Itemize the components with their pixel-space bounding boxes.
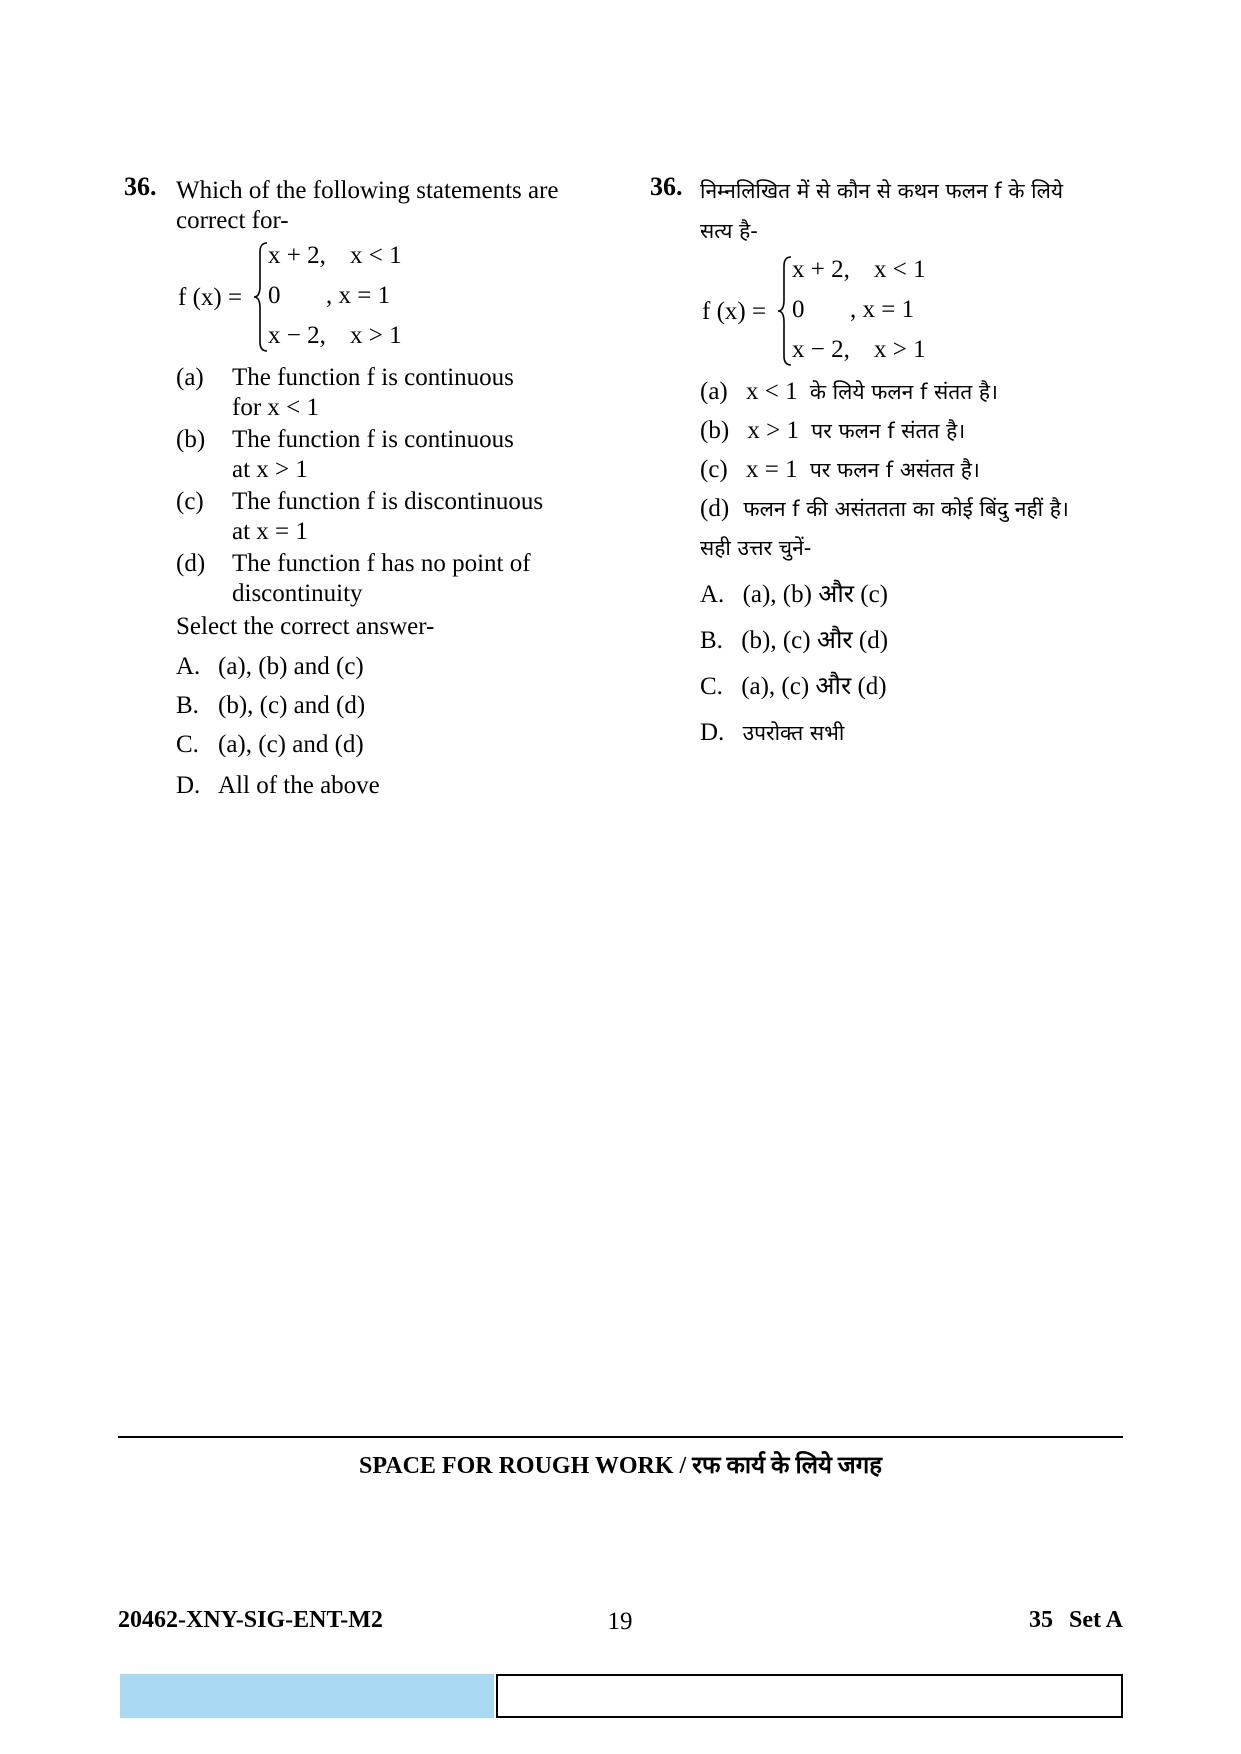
question-stem-line1: Which of the following statements are bbox=[176, 177, 559, 204]
option-label: D. bbox=[700, 719, 725, 746]
footer-box bbox=[496, 1674, 1123, 1718]
statement-hindi bbox=[700, 416, 965, 446]
case-expr: x + 2, bbox=[792, 256, 850, 283]
piecewise-formula-hindi bbox=[700, 254, 960, 374]
statement-hindi bbox=[700, 377, 998, 407]
statement-label: (c) bbox=[176, 488, 204, 515]
statement-label: (b) bbox=[700, 417, 730, 444]
statement-line: at x = 1 bbox=[232, 518, 308, 545]
option-text: (a), (b) and (c) bbox=[218, 653, 364, 680]
option-label: C. bbox=[176, 731, 199, 758]
question-stem-hindi-line1: निम्नलिखित में से कौन से कथन फलन f के लिये bbox=[700, 179, 1064, 203]
statement-text: पर फलन f असंतत है। bbox=[809, 458, 980, 482]
option-text: उपरोक्त सभी bbox=[742, 721, 845, 745]
statement-line: The function f is continuous bbox=[232, 426, 514, 453]
set-indicator bbox=[1029, 1607, 1123, 1634]
statement-line: for x < 1 bbox=[232, 394, 319, 421]
formula-case-2 bbox=[268, 282, 391, 310]
formula-case-2 bbox=[792, 296, 915, 324]
statement-hindi bbox=[700, 455, 980, 485]
case-condition: , x = 1 bbox=[326, 282, 391, 309]
piecewise-formula bbox=[176, 240, 436, 360]
option-text: (a), (c) और (d) bbox=[741, 673, 887, 700]
rough-work-heading: SPACE FOR ROUGH WORK / रफ कार्य के लिये जगह bbox=[359, 1453, 882, 1479]
option-hindi bbox=[700, 626, 888, 656]
option-label: C. bbox=[700, 673, 723, 700]
formula-case-3 bbox=[268, 322, 402, 350]
case-expr: 0 bbox=[792, 296, 805, 323]
formula-lhs: f (x) = bbox=[178, 284, 243, 311]
option-text: (a), (b) और (c) bbox=[742, 581, 889, 608]
option-label: D. bbox=[176, 772, 201, 799]
formula-case-3 bbox=[792, 336, 926, 364]
statement-label: (d) bbox=[700, 495, 730, 522]
case-expr: x − 2, bbox=[268, 322, 326, 349]
question-stem-hindi-line2: सत्य है- bbox=[700, 219, 758, 243]
set-label: Set A bbox=[1069, 1607, 1123, 1633]
case-expr: 0 bbox=[268, 282, 281, 309]
statement-math: x < 1 bbox=[746, 378, 798, 405]
option-text: All of the above bbox=[218, 772, 380, 799]
page-number: 19 bbox=[607, 1608, 633, 1635]
statement-line: The function f has no point of bbox=[232, 550, 531, 577]
statement-hindi bbox=[700, 494, 1069, 524]
statement-label: (d) bbox=[176, 550, 206, 577]
formula-case-1 bbox=[792, 256, 926, 284]
case-condition: x < 1 bbox=[874, 256, 926, 283]
statement-text: के लिये फलन f संतत है। bbox=[809, 380, 998, 404]
paper-code: 20462-XNY-SIG-ENT-M2 bbox=[118, 1607, 383, 1633]
option-text: (b), (c) and (d) bbox=[218, 692, 366, 719]
option-text: (b), (c) और (d) bbox=[741, 627, 889, 654]
rough-work-divider bbox=[118, 1436, 1123, 1438]
footer-color-bar bbox=[120, 1674, 494, 1718]
statement-line: The function f is continuous bbox=[232, 364, 514, 391]
question-number: 36. bbox=[124, 172, 157, 201]
case-condition: x > 1 bbox=[874, 336, 926, 363]
set-number: 35 bbox=[1029, 1607, 1053, 1633]
statement-math: x = 1 bbox=[746, 456, 798, 483]
option-hindi bbox=[700, 718, 844, 748]
formula-lhs: f (x) = bbox=[702, 298, 767, 325]
statement-line: at x > 1 bbox=[232, 456, 308, 483]
statement-label: (b) bbox=[176, 426, 206, 453]
case-condition: x > 1 bbox=[350, 322, 402, 349]
statement-math: x > 1 bbox=[747, 417, 800, 444]
option-label: A. bbox=[176, 653, 201, 680]
select-answer-prompt-hindi: सही उत्तर चुनें- bbox=[700, 536, 812, 560]
statement-line: discontinuity bbox=[232, 580, 363, 607]
case-expr: x + 2, bbox=[268, 242, 326, 269]
option-label: B. bbox=[176, 692, 199, 719]
statement-text: पर फलन f संतत है। bbox=[811, 419, 966, 443]
statement-label: (a) bbox=[700, 378, 728, 405]
case-condition: x < 1 bbox=[350, 242, 402, 269]
option-label: A. bbox=[700, 581, 725, 608]
option-text: (a), (c) and (d) bbox=[218, 731, 364, 758]
option-hindi bbox=[700, 580, 888, 610]
case-expr: x − 2, bbox=[792, 336, 850, 363]
statement-line: The function f is discontinuous bbox=[232, 488, 544, 515]
statement-text: फलन f की असंततता का कोई बिंदु नहीं है। bbox=[743, 497, 1069, 521]
statement-label: (a) bbox=[176, 364, 204, 391]
case-condition: , x = 1 bbox=[850, 296, 915, 323]
question-number-hindi: 36. bbox=[650, 172, 683, 201]
select-answer-prompt: Select the correct answer- bbox=[176, 613, 435, 640]
formula-case-1 bbox=[268, 242, 402, 270]
statement-label: (c) bbox=[700, 456, 728, 483]
option-label: B. bbox=[700, 627, 723, 654]
question-stem-line2: correct for- bbox=[176, 207, 289, 234]
option-hindi bbox=[700, 672, 887, 702]
